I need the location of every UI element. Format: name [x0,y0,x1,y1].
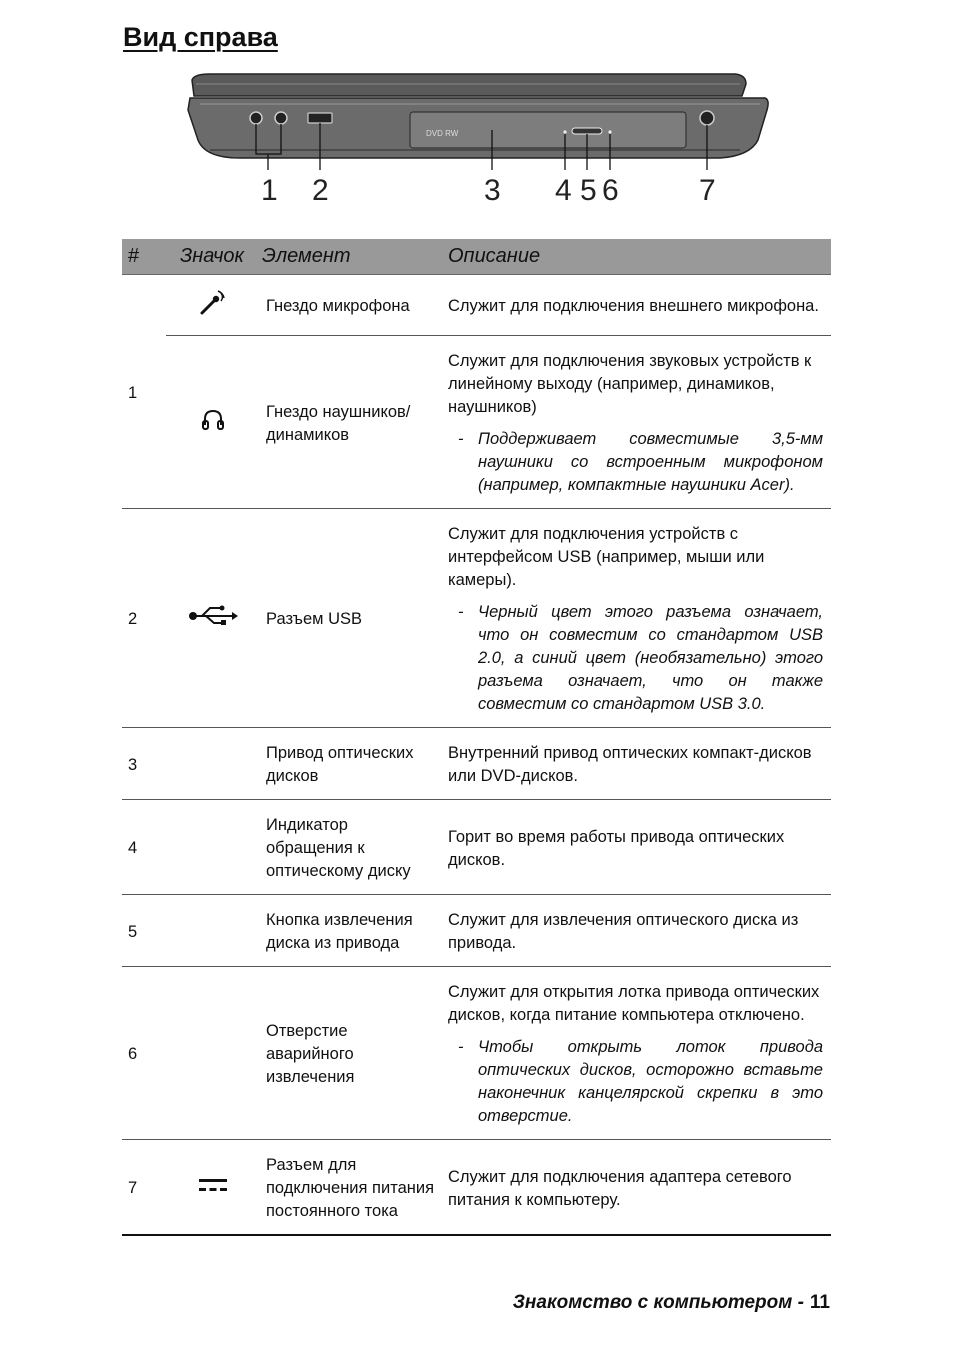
laptop-right-side-figure [180,70,780,220]
callout-5: 5 [580,174,597,207]
row-icon-empty [166,895,260,967]
note-text: Поддерживает совместимые 3,5-мм наушники со встроенным микрофоном (например, компактные наушники Acer). [478,430,823,494]
header-element: Элемент [260,239,442,275]
page-number: 11 [809,1292,830,1313]
table-header-row [122,239,831,275]
table-row [122,509,831,728]
page-footer [513,1292,830,1314]
row-note [448,1036,825,1128]
row-element: Кнопка извлечения диска из привода [260,895,442,967]
row-number: 5 [122,895,166,967]
table-row [122,728,831,800]
table-row [122,800,831,895]
svg-text:DVD RW: DVD RW [426,129,459,138]
note-dash: - [458,1038,464,1056]
row-element: Гнездо микрофона [260,275,442,336]
table-row [122,967,831,1140]
row-element: Отверстие аварийного извлечения [260,967,442,1140]
row-element: Привод оптических дисков [260,728,442,800]
page-title: Вид справа [123,22,278,52]
table-row [122,275,831,336]
row-description: Служит для подключения внешнего микрофона. [442,275,831,336]
callout-1: 1 [261,174,278,207]
row-description: Горит во время работы привода оптических дисков. [442,800,831,895]
row-number: 6 [122,967,166,1140]
row-description: Служит для подключения адаптера сетевого питания к компьютеру. [442,1140,831,1236]
laptop-side-illustration [180,70,780,220]
row-number: 3 [122,728,166,800]
row-description: Служит для подключения устройств с интерфейсом USB (например, мыши или камеры). [448,525,765,589]
row-description: Служит для открытия лотка привода оптических дисков, когда питание компьютера отключено. [448,983,820,1024]
callout-6: 6 [602,174,619,207]
header-icon: Значок [166,239,260,275]
header-num: # [122,239,166,275]
row-note [448,428,825,497]
callout-4: 4 [555,174,572,207]
row-description: Служит для извлечения оптического диска из привода. [442,895,831,967]
note-text: Чтобы открыть лоток привода оптических дисков, осторожно вставьте наконечник канцелярской скрепки в это отверстие. [478,1038,823,1125]
usb-icon [166,509,260,728]
callout-3: 3 [484,174,501,207]
note-text: Черный цвет этого разъема означает, что он совместим со стандартом USB 2.0, а синий цвет (необязательно) этого разъема означает, что он также совместим со стандартом USB 3.0. [478,603,823,713]
row-number: 2 [122,509,166,728]
callout-7: 7 [699,174,716,207]
row-number: 7 [122,1140,166,1236]
table-row [122,895,831,967]
callout-2: 2 [312,174,329,207]
row-note [448,601,825,716]
ports-table [122,239,831,1236]
row-icon-empty [166,728,260,800]
row-element: Разъем для подключения питания постоянного тока [260,1140,442,1236]
row-description: Служит для подключения звуковых устройств к линейному выходу (например, динамиков, наушников) [448,352,812,416]
dc-power-icon [166,1140,260,1236]
table-row [122,336,831,509]
row-number: 4 [122,800,166,895]
row-element: Гнездо наушников/ динамиков [260,336,442,509]
row-icon-empty [166,800,260,895]
row-element: Индикатор обращения к оптическому диску [260,800,442,895]
row-description: Внутренний привод оптических компакт-дисков или DVD-дисков. [442,728,831,800]
table-row [122,1140,831,1236]
row-icon-empty [166,967,260,1140]
headphone-jack-icon [166,336,260,509]
footer-chapter: Знакомство с компьютером - [512,1292,804,1313]
note-dash: - [458,430,464,448]
note-dash: - [458,603,464,621]
microphone-jack-icon [166,275,260,336]
row-number: 1 [122,275,166,509]
header-description: Описание [442,239,831,275]
row-element: Разъем USB [260,509,442,728]
